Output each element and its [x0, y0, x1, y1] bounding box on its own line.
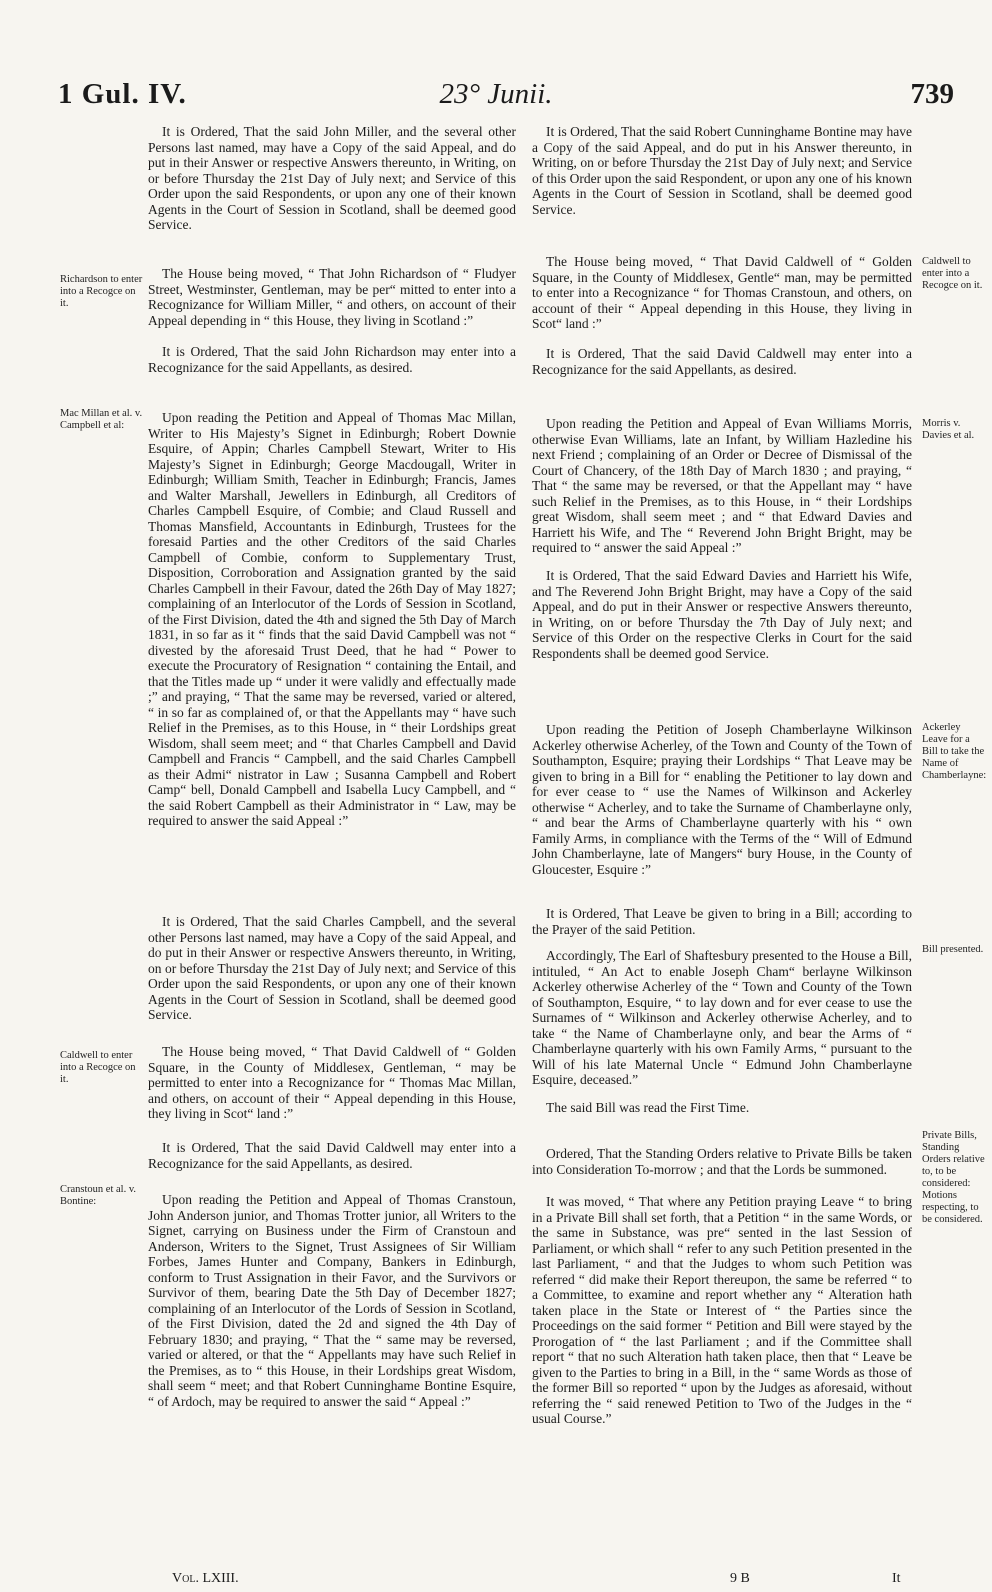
regnal-year: 1 Gul. IV. — [58, 78, 187, 110]
paragraph: It is Ordered, That the said John Richardson may enter into a Recognizance for the said Appellants, as desired. — [148, 344, 516, 375]
margin-note-macmillan: Mac Millan et al. v. Campbell et al: — [60, 408, 143, 431]
signature-mark: 9 B — [730, 1571, 750, 1586]
paragraph: Ordered, That the Standing Orders relative to Private Bills be taken into Consideration To-morrow ; and that the Lords be summoned. — [532, 1146, 912, 1177]
volume-number: Vol. LXIII. — [172, 1571, 239, 1586]
paragraph: Accordingly, The Earl of Shaftesbury presented to the House a Bill, intituled, “ An Act to enable Joseph Cham“ berlayne Wilkinson Ackerley otherwise Acherley of the “ Town and County of the Town of Southampton, Esquire, “ to lay down and for ever cease to use the Surnames of “ Wilkinson and Ackerley otherwise Acherley, and to take “ the Name of Chamberlayne only, and bear the Arms of “ Chamberlayne quarterly with his own Family Arms, “ pursuant to the Will of his late Maternal Uncle “ Edmund John Chamberlayne Esquire, deceased.” — [532, 948, 912, 1087]
catchword: It — [892, 1571, 901, 1586]
margin-note-caldwell-left: Caldwell to enter into a Recogce on it. — [60, 1050, 136, 1085]
paragraph: Upon reading the Petition and Appeal of Thomas Mac Millan, Writer to His Majesty’s Signet in Edinburgh; Robert Downie Esquire, of Appin; Charles Campbell Stewart, Writer to His Majesty’s Signet in Edinburgh; George Macdougall, Writer in Edinburgh; William Smith, Teacher in Edinburgh; Francis, James and Walter Marshall, Jewellers in Edinburgh, all Creditors of Charles Campbell Esquire, of Combie; and Claud Russell and Thomas Mansfield, Accountants in Edinburgh, Trustees for the foresaid Parties and the other Creditors of the said Charles Campbell of Combie, conform to Supplementary Trust, Disposition, Corroboration and Assignation granted by the said Charles Campbell in their Favour, dated the 26th Day of May 1827; complaining of an Interlocutor of the Lords of Session in Scotland, of the First Division, dated the 4th and signed the 5th Day of March 1831, in so far as it “ finds that the said David Campbell was not “ divested by the aforesaid Trust Deed, that he had “ Power to execute the Procuratory of Resignation “ containing the Entail, and that the Titles made up “ under it were validly and effectually made ;” and praying, “ That the same may be reversed, varied or altered, “ in so far as complained of, or that the Appellants may “ have such Relief in the Premises, as to this House, in “ their Lordships great Wisdom, shall seem meet; and “ that Charles Campbell and David Campbell and Francis “ Campbell, and the said Charles Campbell as their Admi“ nistrator in Law ; Susanna Campbell and Robert Camp“ bell, Donald Campbell and Isabella Lucy Campbell, and “ the said Robert Campbell as their Administrator in “ Law, may be required to answer the said Appeal :” — [148, 410, 516, 828]
page-number: 739 — [910, 78, 954, 110]
paragraph: It is Ordered, That the said David Caldwell may enter into a Recognizance for the said Appellants, as desired. — [532, 346, 912, 377]
margin-note-richardson: Richardson to enter into a Recogce on it. — [60, 274, 143, 309]
margin-note-morris: Morris v. Davies et al. — [922, 418, 975, 441]
paragraph: Upon reading the Petition and Appeal of Thomas Cranstoun, John Anderson junior, and Thomas Trotter junior, all Writers to the Signet, carrying on Business under the Firm of Cranstoun and Anderson, Writers to the Signet, Trust Assignees of Sir William Forbes, James Hunter and Company, Bankers in Edinburgh, conform to Trust Assignation in their Favor, and the Survivors or Survivor of them, bearing Date the 5th Day of December 1827; complaining of an Interlocutor of the Lords of Session in Scotland, of the First Division, dated the 2d and signed the 4th Day of February 1830; and praying, “ That the “ same may be reversed, varied or altered, or that the “ Appellants may have such Relief in the Premises, as to “ this House, in their Lordships great Wisdom, shall seem “ meet; and that Robert Cunninghame Bontine Esquire, “ of Ardoch, may be required to answer the said “ Appeal :” — [148, 1192, 516, 1409]
paragraph: It is Ordered, That the said Edward Davies and Harriett his Wife, and The Reverend John Bright Bright, may have a Copy of the said Appeal, and do put in their Answer or respective Answers thereunto, in Writing, on or before Thursday the 7th Day of July next; and Service of this Order on the respective Clerks in Court for the said Respondents shall be deemed good Service. — [532, 568, 912, 661]
margin-note-ackerley: Ackerley Leave for a Bill to take the Name of Chamberlayne: — [922, 722, 987, 781]
paragraph: Upon reading the Petition and Appeal of Evan Williams Morris, otherwise Evan Williams, late an Infant, by William Hazledine his next Friend ; complaining of an Order or Decree of Dismissal of the Court of Chancery, of the 18th Day of March 1830 ; and praying, “ That “ the same may be reversed, or that the Appellant may “ have such Relief in the Premises, as to this House, in “ their Lordships great Wisdom, shall seem meet ; and “ that Edward Davies and Harriett his Wife, and The “ Reverend John Bright Bright, may be required to “ answer the said Appeal :” — [532, 416, 912, 555]
margin-note-caldwell-right: Caldwell to enter into a Recogce on it. — [922, 256, 983, 291]
margin-note-bill-presented: Bill presented. — [922, 944, 984, 955]
paragraph: The House being moved, “ That David Caldwell of “ Golden Square, in the County of Middlesex, Gentleman, “ may be permitted to enter into a Recognizance for “ Thomas Mac Millan, and others, on account of their “ Appeal depending in this House, they living in Scot“ land :” — [148, 1044, 516, 1121]
paragraph: It is Ordered, That the said Charles Campbell, and the several other Persons last named, may have a Copy of the said Appeal, and do put in their Answer or respective Answers thereunto, in Writing, on or before Thursday the 21st Day of July next; and Service of this Order upon the said Respondents, or upon any one of their known Agents in the Court of Session in Scotland, shall be deemed good Service. — [148, 914, 516, 1022]
paragraph: It is Ordered, That Leave be given to bring in a Bill; according to the Prayer of the said Petition. — [532, 906, 912, 937]
paragraph: It is Ordered, That the said Robert Cunninghame Bontine may have a Copy of the said Appeal, and do put in his Answer thereunto, in Writing, on or before Thursday the 21st Day of July next; and Service of this Order upon the said Respondent, or upon any one of his known Agents in the Court of Session in Scotland, shall be deemed good Service. — [532, 124, 912, 217]
margin-note-private-bills: Private Bills, Standing Orders relative to, to be considered: Motions respecting, to be considered. — [922, 1130, 985, 1225]
paragraph: Upon reading the Petition of Joseph Chamberlayne Wilkinson Ackerley otherwise Acherley, of the Town and County of the Town of Southampton, Esquire; praying their Lordships “ That Leave may be given to bring in a Bill for “ enabling the Petitioner to lay down and for ever cease to “ use the Names of Wilkinson and Ackerley otherwise “ Acherley, and to take the Surname of Chamberlayne only, “ and bear the Arms of Chamberlayne quarterly with his “ own Family Arms, in compliance with the Terms of the “ Will of Edmund John Chamberlayne, late of Mangers“ bury House, in the County of Gloucester, Esquire :” — [532, 722, 912, 877]
paragraph: It is Ordered, That the said David Caldwell may enter into a Recognizance for the said Appellants, as desired. — [148, 1140, 516, 1171]
date-heading: 23° Junii. — [439, 78, 553, 110]
paragraph: The said Bill was read the First Time. — [546, 1100, 750, 1115]
paragraph: The House being moved, “ That John Richardson of “ Fludyer Street, Westminster, Gentleman, may be per“ mitted to enter into a Recognizance for William Miller, “ and others, on account of their Appeal depending in “ this House, they living in Scotland :” — [148, 266, 516, 328]
margin-note-cranstoun: Cranstoun et al. v. Bontine: — [60, 1184, 137, 1207]
paragraph: The House being moved, “ That David Caldwell of “ Golden Square, in the County of Middlesex, Gentle“ man, may be permitted to enter into a Recognizance “ for Thomas Cranstoun, and others, on account of their “ Appeal depending in this House, they living in Scot“ land :” — [532, 254, 912, 331]
paragraph: It was moved, “ That where any Petition praying Leave “ to bring in a Private Bill shall set forth, that a Petition “ in the same Words, or the same in Substance, was pre“ sented in the last Session of Parliament, or which shall “ refer to any such Petition presented in the last Parliament, “ and that the Judges to whom such Petition was referred “ did make their Report thereupon, the same be referred “ to a Committee, to examine and report whether any “ Alteration hath taken place in the State or Interest of “ the Parties since the Proceedings on the said former “ Petition and Bill were stayed by the Prorogation of “ the last Parliament ; and if the Committee shall report “ that no such Alteration hath taken place, then that “ Leave be given to the Parties to bring in a Bill, in the “ same Words as those of the former Bill so reported “ upon by the Judges as aforesaid, without referring the “ said renewed Petition to Two of the Judges in the “ usual Course.” — [532, 1194, 912, 1426]
paragraph: It is Ordered, That the said John Miller, and the several other Persons last named, may have a Copy of the said Appeal, and do put in their Answer or respective Answers thereunto, in Writing, on or before Thursday the 21st Day of July next; and Service of this Order upon the said Respondents, or upon any one of their known Agents in the Court of Session in Scotland, shall be deemed good Service. — [148, 124, 516, 232]
page-header — [0, 78, 992, 118]
